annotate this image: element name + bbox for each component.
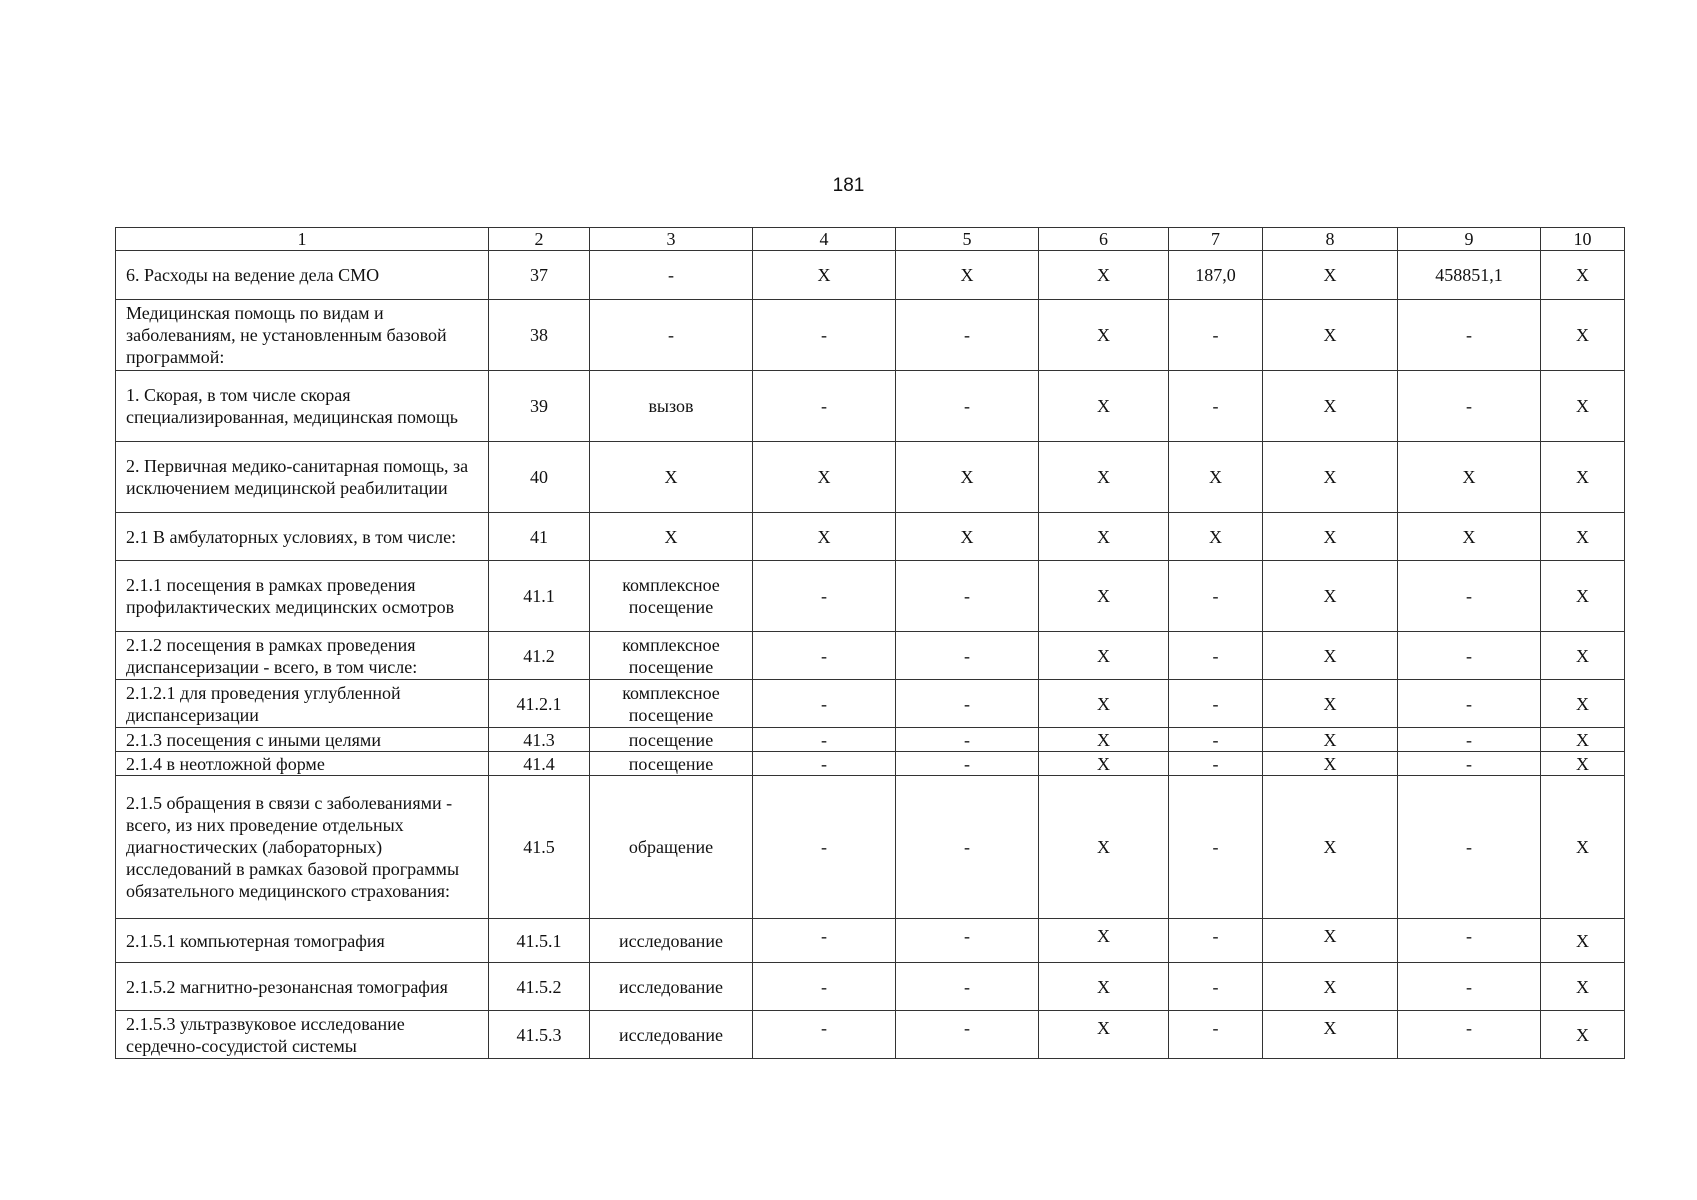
table-row — [116, 728, 1625, 752]
table-cell: - — [896, 632, 1039, 680]
row-label-cell: 2.1.5 обращения в связи с заболеваниями - всего, из них проведение отдельных диагностических (лабораторных) исследований в рамках базовой программы обязательного медицинского страхования: — [116, 776, 489, 919]
table-row — [116, 680, 1625, 728]
row-label-cell: 2.1.3 посещения с иными целями — [116, 728, 489, 752]
table-cell: - — [1398, 963, 1541, 1011]
table-cell: - — [896, 680, 1039, 728]
table-cell: - — [753, 919, 896, 963]
table-cell: X — [1039, 442, 1169, 513]
table-cell: - — [590, 300, 753, 371]
row-label-cell: 2.1.5.3 ультразвуковое исследование сердечно-сосудистой системы — [116, 1011, 489, 1059]
table-cell: - — [1169, 371, 1263, 442]
table-cell: вызов — [590, 371, 753, 442]
table-row — [116, 752, 1625, 776]
table-cell: - — [1169, 300, 1263, 371]
table-cell: посещение — [590, 728, 753, 752]
table-cell: X — [1541, 300, 1625, 371]
table-cell: X — [896, 251, 1039, 300]
table-cell: - — [896, 371, 1039, 442]
table-cell: X — [753, 442, 896, 513]
table-cell: - — [1398, 561, 1541, 632]
table-cell: - — [1398, 776, 1541, 919]
table-cell: 41.4 — [489, 752, 590, 776]
table-cell: X — [1541, 752, 1625, 776]
table-row — [116, 371, 1625, 442]
table-cell: исследование — [590, 963, 753, 1011]
column-header: 8 — [1263, 228, 1398, 251]
table-cell: X — [1541, 1011, 1625, 1059]
data-table — [115, 227, 1625, 1059]
table-cell: X — [1398, 513, 1541, 561]
table-cell: - — [753, 371, 896, 442]
column-header: 1 — [116, 228, 489, 251]
table-cell: - — [753, 632, 896, 680]
table-cell: X — [1541, 442, 1625, 513]
table-cell: исследование — [590, 1011, 753, 1059]
table-cell: X — [1263, 561, 1398, 632]
table-cell: 458851,1 — [1398, 251, 1541, 300]
table-cell: X — [1039, 632, 1169, 680]
table-row — [116, 776, 1625, 919]
table-cell: X — [1263, 300, 1398, 371]
table-cell: X — [753, 251, 896, 300]
table-cell: X — [1541, 776, 1625, 919]
table-cell: X — [590, 513, 753, 561]
table-cell: - — [753, 300, 896, 371]
table-cell: 41.1 — [489, 561, 590, 632]
table-cell: 41.2.1 — [489, 680, 590, 728]
column-header: 10 — [1541, 228, 1625, 251]
table-cell: - — [896, 752, 1039, 776]
table-row — [116, 561, 1625, 632]
table-cell: - — [1169, 963, 1263, 1011]
column-header: 6 — [1039, 228, 1169, 251]
row-label-cell: 2.1.5.2 магнитно-резонансная томография — [116, 963, 489, 1011]
row-label-cell: 2.1.1 посещения в рамках проведения профилактических медицинских осмотров — [116, 561, 489, 632]
table-cell: X — [1263, 776, 1398, 919]
table-cell: 41.2 — [489, 632, 590, 680]
table-cell: X — [1039, 513, 1169, 561]
table-cell: X — [896, 513, 1039, 561]
table-cell: X — [1263, 371, 1398, 442]
table-cell: комплексное посещение — [590, 680, 753, 728]
table-cell: 40 — [489, 442, 590, 513]
table-cell: X — [1039, 728, 1169, 752]
row-label-cell: 6. Расходы на ведение дела СМО — [116, 251, 489, 300]
table-cell: - — [753, 561, 896, 632]
table-cell: - — [896, 963, 1039, 1011]
table-cell: X — [1263, 680, 1398, 728]
row-label-cell: 2. Первичная медико-санитарная помощь, за исключением медицинской реабилитации — [116, 442, 489, 513]
table-cell: посещение — [590, 752, 753, 776]
table-cell: X — [1541, 371, 1625, 442]
table-cell: - — [896, 776, 1039, 919]
table-cell: X — [1541, 513, 1625, 561]
table-cell: - — [1398, 919, 1541, 963]
row-label-cell: 2.1.5.1 компьютерная томография — [116, 919, 489, 963]
table-cell: X — [1169, 513, 1263, 561]
table-cell: X — [1039, 963, 1169, 1011]
table-cell: X — [1169, 442, 1263, 513]
row-label-cell: 1. Скорая, в том числе скорая специализированная, медицинская помощь — [116, 371, 489, 442]
table-cell: 41 — [489, 513, 590, 561]
row-label-cell: 2.1 В амбулаторных условиях, в том числе: — [116, 513, 489, 561]
table-cell: X — [1263, 752, 1398, 776]
row-label-cell: 2.1.2 посещения в рамках проведения диспансеризации - всего, в том числе: — [116, 632, 489, 680]
table-row — [116, 919, 1625, 963]
table-cell: комплексное посещение — [590, 632, 753, 680]
table-cell: - — [896, 561, 1039, 632]
table-cell: X — [1039, 371, 1169, 442]
table-cell: - — [896, 1011, 1039, 1059]
table-cell: 39 — [489, 371, 590, 442]
column-header: 3 — [590, 228, 753, 251]
table-cell: - — [1398, 752, 1541, 776]
table-cell: - — [753, 752, 896, 776]
table-cell: - — [1398, 680, 1541, 728]
table-cell: X — [1541, 561, 1625, 632]
header-row — [116, 228, 1625, 251]
table-cell: X — [1263, 251, 1398, 300]
table-cell: X — [1263, 963, 1398, 1011]
table-cell: - — [1398, 1011, 1541, 1059]
table-cell: - — [753, 963, 896, 1011]
page-number: 181 — [832, 175, 865, 196]
table-cell: - — [1169, 776, 1263, 919]
table-cell: 41.5.1 — [489, 919, 590, 963]
table-cell: 41.5 — [489, 776, 590, 919]
row-label-cell: 2.1.2.1 для проведения углубленной диспансеризации — [116, 680, 489, 728]
table-cell: X — [896, 442, 1039, 513]
table-cell: 41.3 — [489, 728, 590, 752]
table-cell: X — [1541, 632, 1625, 680]
table-cell: исследование — [590, 919, 753, 963]
table-cell: X — [590, 442, 753, 513]
table-row — [116, 963, 1625, 1011]
table-row — [116, 513, 1625, 561]
table-cell: X — [1263, 632, 1398, 680]
table-cell: - — [1169, 919, 1263, 963]
table-cell: X — [1039, 561, 1169, 632]
table-row — [116, 442, 1625, 513]
table-cell: 41.5.3 — [489, 1011, 590, 1059]
table-cell: - — [753, 776, 896, 919]
column-header: 9 — [1398, 228, 1541, 251]
table-row — [116, 251, 1625, 300]
column-header: 5 — [896, 228, 1039, 251]
table-cell: X — [1039, 776, 1169, 919]
table-cell: - — [1398, 632, 1541, 680]
table-cell: X — [1263, 513, 1398, 561]
table-cell: X — [1039, 752, 1169, 776]
table-cell: комплексное посещение — [590, 561, 753, 632]
table-cell: X — [1039, 680, 1169, 728]
table-cell: - — [1169, 1011, 1263, 1059]
table-cell: - — [896, 919, 1039, 963]
table-cell: X — [1541, 680, 1625, 728]
table-cell: - — [1169, 752, 1263, 776]
table-cell: - — [753, 680, 896, 728]
table-cell: X — [1541, 963, 1625, 1011]
table-cell: обращение — [590, 776, 753, 919]
table-cell: X — [1541, 919, 1625, 963]
table-cell: 38 — [489, 300, 590, 371]
column-header: 4 — [753, 228, 896, 251]
table-cell: - — [1398, 728, 1541, 752]
table-cell: X — [1398, 442, 1541, 513]
table-cell: - — [1398, 371, 1541, 442]
row-label-cell: 2.1.4 в неотложной форме — [116, 752, 489, 776]
table-cell: - — [1169, 632, 1263, 680]
row-label-cell: Медицинская помощь по видам и заболеваниям, не установленным базовой программой: — [116, 300, 489, 371]
table-cell: - — [590, 251, 753, 300]
table-cell: X — [753, 513, 896, 561]
table-cell: - — [1169, 561, 1263, 632]
table-cell: X — [1263, 442, 1398, 513]
table-cell: X — [1263, 728, 1398, 752]
table-cell: X — [1039, 300, 1169, 371]
table-cell: X — [1039, 1011, 1169, 1059]
table-cell: - — [1169, 728, 1263, 752]
table-cell: X — [1263, 919, 1398, 963]
table-cell: - — [896, 728, 1039, 752]
table-cell: X — [1263, 1011, 1398, 1059]
column-header: 7 — [1169, 228, 1263, 251]
table-cell: - — [753, 728, 896, 752]
table-cell: - — [1169, 680, 1263, 728]
table-cell: X — [1541, 251, 1625, 300]
table-row — [116, 632, 1625, 680]
table-cell: 41.5.2 — [489, 963, 590, 1011]
table-cell: X — [1039, 251, 1169, 300]
table-row — [116, 300, 1625, 371]
table-cell: X — [1039, 919, 1169, 963]
table-cell: 37 — [489, 251, 590, 300]
table-cell: X — [1541, 728, 1625, 752]
table-row — [116, 1011, 1625, 1059]
column-header: 2 — [489, 228, 590, 251]
table-cell: - — [753, 1011, 896, 1059]
table-cell: - — [896, 300, 1039, 371]
table-cell: 187,0 — [1169, 251, 1263, 300]
table-cell: - — [1398, 300, 1541, 371]
